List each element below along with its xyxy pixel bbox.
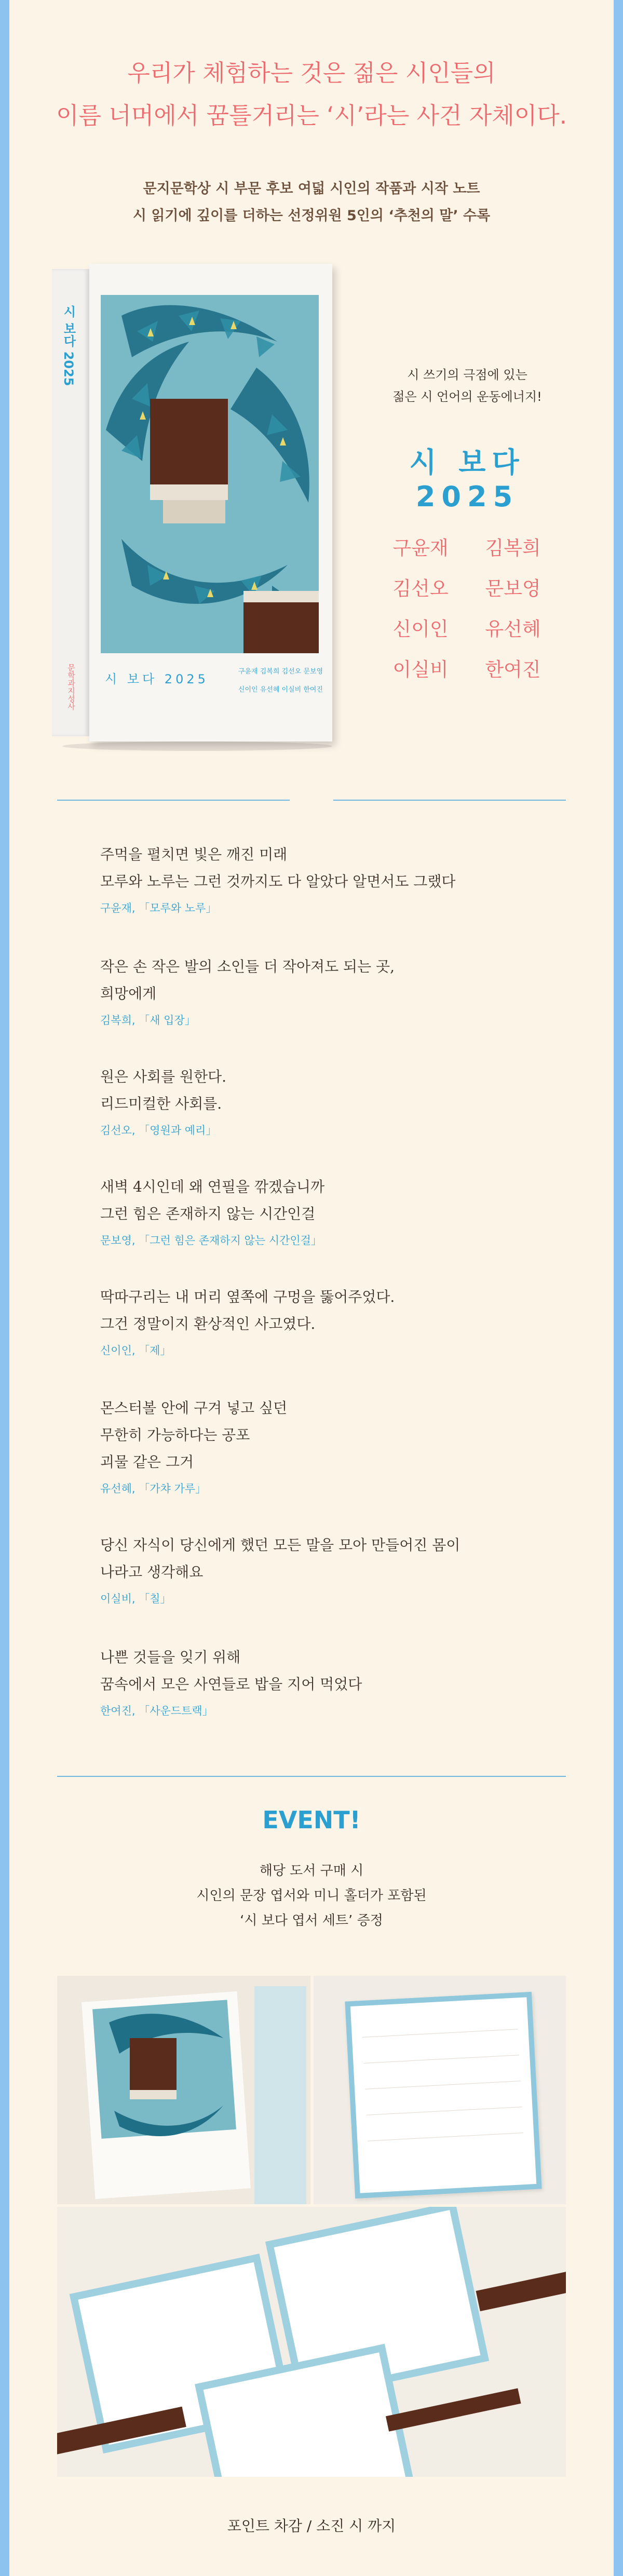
event-line-3: ‘시 보다 엽서 세트’ 증정 (240, 1913, 383, 1928)
quote-line: 그건 정말이지 환상적인 사고였다. (100, 1315, 316, 1332)
divider-right (333, 800, 566, 801)
cover-artwork (101, 295, 319, 653)
quote-block (100, 841, 567, 917)
poet-name: 김복희 (485, 537, 541, 559)
cover-title: 시 보다 2025 (105, 672, 209, 686)
card-line (365, 2081, 521, 2089)
poet-name: 한여진 (485, 658, 541, 681)
quote-line: 나쁜 것들을 잊기 위해 (100, 1649, 241, 1666)
quote-source: 김복희, 「새 입장」 (100, 1014, 196, 1027)
event-footnote: 포인트 차감 / 소진 시 까지 (227, 2517, 396, 2534)
quote-line: 꿈속에서 모은 사연들로 밥을 지어 먹었다 (100, 1676, 362, 1693)
quote-line: 새벽 4시인데 왜 연필을 깎겠습니까 (100, 1178, 325, 1195)
book-floor-shadow (62, 741, 332, 751)
quote-block (100, 1284, 567, 1359)
quote-block (100, 1174, 567, 1249)
quote-source: 이실비, 「칠」 (100, 1593, 171, 1605)
cover-art-illustration (101, 295, 319, 653)
quote-source: 문보영, 「그런 힘은 존재하지 않는 시간인걸」 (100, 1234, 322, 1247)
card-line (364, 2055, 520, 2064)
promo-book-title: 시 보다 2025 (409, 446, 525, 513)
quote-block (100, 1644, 567, 1720)
postcard-photo-illustration (57, 1976, 310, 2204)
promo-line-2: 젊은 시 언어의 운동에너지! (392, 389, 542, 404)
poet-name: 김선오 (392, 577, 449, 600)
poet-name: 문보영 (485, 577, 541, 600)
quote-line: 모루와 노루는 그런 것까지도 다 알았다 알면서도 그랬다 (100, 873, 456, 890)
quote-line: 당신 자식이 당신에게 했던 모든 말을 모아 만들어진 몸이 (100, 1536, 461, 1554)
subtitle-line-2: 시 읽기에 깊이를 더하는 선정위원 5인의 ‘추천의 말’ 수록 (132, 208, 491, 224)
subtitle-line-1: 문지문학상 시 부문 후보 여덟 시인의 작품과 시작 노트 (143, 181, 480, 197)
divider-left (57, 800, 290, 801)
event-title: EVENT! (262, 1806, 361, 1834)
quote-line: 리드미컬한 사회를. (100, 1095, 222, 1112)
card-line (367, 2107, 522, 2115)
spine-publisher: 문학과지성사 (66, 664, 76, 710)
quote-line: 나라고 생각해요 (100, 1563, 204, 1581)
quote-source: 구윤재, 「모루와 노루」 (100, 902, 217, 914)
event-line-1: 해당 도서 구매 시 (259, 1863, 364, 1879)
cover-poets-1: 구윤재 김복희 김선오 문보영 (238, 668, 323, 676)
spine-title: 시 보다 2025 (61, 305, 76, 386)
quote-line: 무한히 가능하다는 공포 (100, 1426, 250, 1444)
event-line-2: 시인의 문장 엽서와 미니 홀더가 포함된 (196, 1888, 427, 1904)
book-spine (52, 269, 89, 736)
poet-name: 유선혜 (485, 618, 541, 640)
quote-line: 딱따구리는 내 머리 옆쪽에 구멍을 뚫어주었다. (100, 1288, 395, 1305)
quote-line: 작은 손 작은 발의 소인들 더 작아져도 되는 곳, (100, 958, 395, 975)
card-line (362, 2029, 518, 2038)
quote-block (100, 1063, 567, 1139)
quote-line: 원은 사회를 원한다. (100, 1068, 227, 1085)
headline-line-1: 우리가 체험하는 것은 젊은 시인들의 (127, 59, 496, 87)
card-line (368, 2133, 523, 2141)
headline-line-2: 이름 너머에서 꿈틀거리는 ‘시’라는 사건 자체이다. (56, 102, 567, 129)
cover-poets-2: 신이인 유선혜 이실비 한여진 (238, 686, 323, 694)
event-photo-cards (314, 1976, 566, 2204)
poet-name: 신이인 (392, 618, 449, 640)
quote-block (100, 953, 567, 1029)
event-photo-set (57, 2207, 566, 2477)
quote-line: 몬스터볼 안에 구겨 넣고 싶던 (100, 1399, 288, 1417)
postcard (345, 1992, 541, 2199)
page-panel (9, 0, 614, 2576)
book-mockup (52, 264, 343, 752)
divider-event (57, 1776, 566, 1777)
postcard-set-illustration (57, 2207, 566, 2477)
quote-line: 괴물 같은 그거 (100, 1453, 194, 1471)
quote-line: 그런 힘은 존재하지 않는 시간인걸 (100, 1205, 316, 1222)
book-cover (89, 264, 332, 741)
event-photo-book (57, 1976, 310, 2204)
poet-name: 구윤재 (392, 537, 449, 559)
quote-source: 김선오, 「영원과 예리」 (100, 1124, 217, 1137)
quote-source: 신이인, 「제」 (100, 1344, 171, 1357)
quote-source: 한여진, 「사운드트랙」 (100, 1705, 213, 1717)
poet-name: 이실비 (392, 658, 449, 681)
quote-line: 주먹을 펼치면 빛은 깨진 미래 (100, 846, 288, 863)
quote-block (100, 1532, 567, 1608)
quote-source: 유선혜, 「가챠 가루」 (100, 1482, 207, 1495)
promo-line-1: 시 쓰기의 극점에 있는 (407, 368, 527, 382)
quote-line: 희망에게 (100, 985, 157, 1002)
quote-block (100, 1395, 567, 1498)
